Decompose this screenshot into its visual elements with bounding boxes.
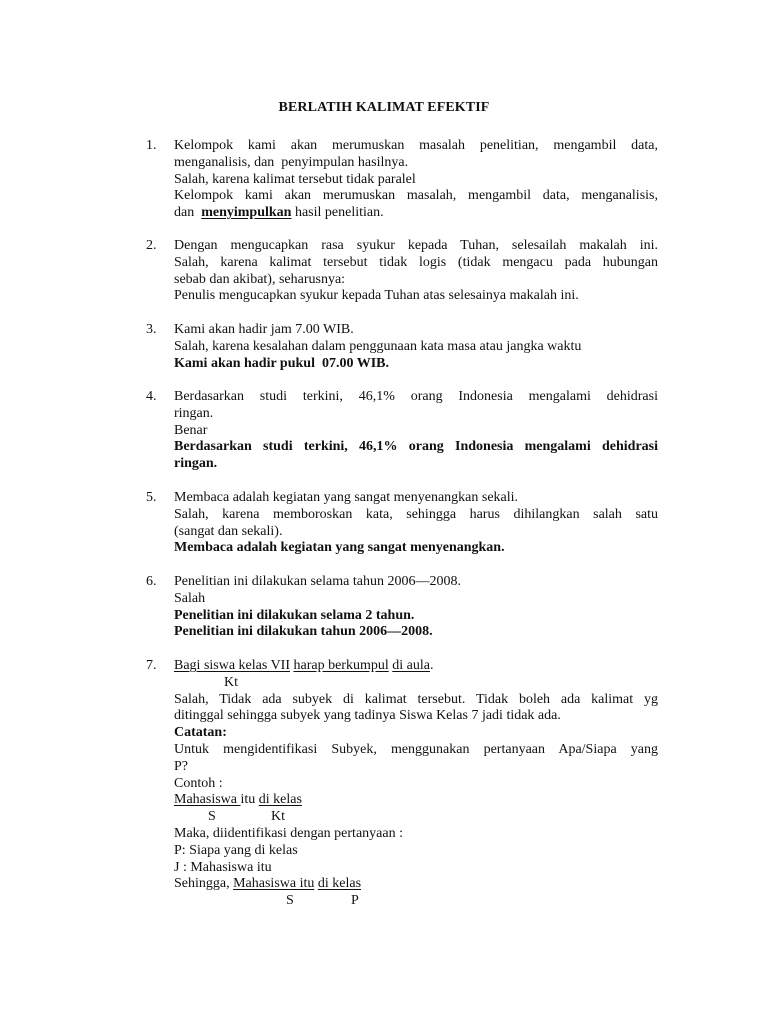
item-text: P: Siapa yang di kelas xyxy=(174,842,298,858)
example-sentence: Sehingga, Mahasiswa itu di kelas xyxy=(174,876,362,892)
item-text: Penelitian ini dilakukan selama tahun 2006—2008. xyxy=(174,574,461,589)
item-text: P? xyxy=(174,758,188,774)
underlined-phrase: di kelas xyxy=(317,876,362,892)
item-number: 5. xyxy=(146,490,157,505)
item-text: Salah, karena kalimat tersebut tidak paralel xyxy=(174,171,416,187)
example-sentence: Bagi siswa kelas VII harap berkumpul di aula. xyxy=(174,658,434,673)
list-item-5 xyxy=(146,490,658,557)
item-text: ringan. xyxy=(174,405,214,421)
item-number: 1. xyxy=(146,138,157,153)
item-text: Salah, karena kalimat tersebut tidak logis (tidak mengacu pada hubungan xyxy=(174,254,658,270)
item-text: sebab dan akibat), seharusnya: xyxy=(174,271,346,287)
grammar-mark-row xyxy=(174,893,658,910)
list-item-4 xyxy=(146,389,658,473)
item-text: (sangat dan sekali). xyxy=(174,523,283,539)
underlined-phrase: di aula xyxy=(392,658,430,673)
item-number: 2. xyxy=(146,238,157,253)
item-text: Salah, Tidak ada subyek di kalimat tersebut. Tidak boleh ada kalimat yg xyxy=(174,691,658,707)
underlined-phrase: Bagi siswa kelas VII xyxy=(174,658,290,673)
item-text: Salah xyxy=(174,590,206,606)
item-text: Penelitian ini dilakukan selama 2 tahun. xyxy=(174,607,415,623)
item-text: J : Mahasiswa itu xyxy=(174,859,272,875)
underlined-phrase: Mahasiswa itu xyxy=(233,876,315,892)
item-text: Salah, karena memboroskan kata, sehingga harus dihilangkan salah satu xyxy=(174,506,658,522)
list-item-1 xyxy=(146,138,658,222)
document-title: BERLATIH KALIMAT EFEKTIF xyxy=(278,100,490,115)
grammar-mark: Kt xyxy=(224,674,238,690)
item-text: Membaca adalah kegiatan yang sangat menyenangkan. xyxy=(174,540,505,556)
list-item-7 xyxy=(146,658,658,910)
grammar-mark: S xyxy=(286,893,294,909)
item-text: Berdasarkan studi terkini, 46,1% orang Indonesia mengalami dehidrasi xyxy=(174,439,658,455)
item-number: 7. xyxy=(146,658,157,673)
underlined-phrase: harap berkumpul xyxy=(293,658,389,673)
item-text: Kelompok kami akan merumuskan masalah penelitian, mengambil data, xyxy=(174,138,658,153)
item-text: ringan. xyxy=(174,456,218,472)
grammar-mark: Kt xyxy=(271,809,285,825)
item-text: Dengan mengucapkan rasa syukur kepada Tuhan, selesailah makalah ini. xyxy=(174,238,658,253)
grammar-mark-row xyxy=(174,809,658,826)
item-number: 3. xyxy=(146,322,157,337)
item-text: Penulis mengucapkan syukur kepada Tuhan atas selesainya makalah ini. xyxy=(174,288,579,304)
list-item-3 xyxy=(146,322,658,372)
list-item-6 xyxy=(146,574,658,641)
item-text: dan menyimpulkan hasil penelitian. xyxy=(174,205,384,221)
item-number: 4. xyxy=(146,389,157,404)
item-text: Kelompok kami akan merumuskan masalah, mengambil data, menganalisis, xyxy=(174,188,658,204)
underlined-word: menyimpulkan xyxy=(201,205,292,221)
item-text: Contoh : xyxy=(174,775,223,791)
grammar-mark: S xyxy=(208,809,216,825)
item-text: Salah, karena kesalahan dalam penggunaan kata masa atau jangka waktu xyxy=(174,338,582,354)
grammar-mark: P xyxy=(351,893,359,909)
item-number: 6. xyxy=(146,574,157,589)
item-text: menganalisis, dan penyimpulan hasilnya. xyxy=(174,154,409,170)
item-text: Benar xyxy=(174,422,208,438)
item-text: Kami akan hadir jam 7.00 WIB. xyxy=(174,322,354,337)
item-text: Kami akan hadir pukul 07.00 WIB. xyxy=(174,355,390,371)
item-text: Berdasarkan studi terkini, 46,1% orang Indonesia mengalami dehidrasi xyxy=(174,389,658,404)
underlined-phrase: di kelas xyxy=(258,792,302,808)
item-text: Membaca adalah kegiatan yang sangat menyenangkan sekali. xyxy=(174,490,519,505)
item-text: Untuk mengidentifikasi Subyek, menggunakan pertanyaan Apa/Siapa yang xyxy=(174,741,658,757)
note-heading: Catatan: xyxy=(174,725,227,741)
underlined-phrase: Mahasiswa xyxy=(174,792,241,808)
item-text: Penelitian ini dilakukan tahun 2006—2008. xyxy=(174,624,433,640)
item-text: Maka, diidentifikasi dengan pertanyaan : xyxy=(174,825,403,841)
list-item-2 xyxy=(146,238,658,305)
item-text: ditinggal sehingga subyek yang tadinya Siswa Kelas 7 jadi tidak ada. xyxy=(174,708,561,724)
example-sentence: Mahasiswa itu di kelas xyxy=(174,792,302,808)
